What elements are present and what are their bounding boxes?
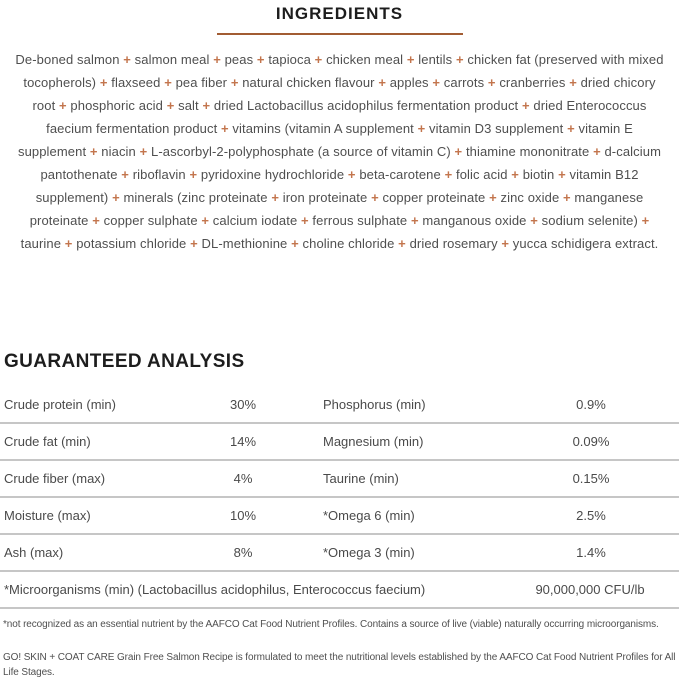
nutrient-label: Taurine (min) [323, 471, 399, 486]
ingredients-text: De-boned salmon + salmon meal + peas + tapioca + chicken meal + lentils + chicken fat (preserved with mixed tocopherols) + flaxseed + pea fiber + natural chicken flavour + apples + carrots + cranberries + dried chicory root + phosphoric acid + salt + dried Lactobacillus acidophilus fermentation product + dried Enterococcus faecium fermentation product + vitamins (vitamin A supplement + vitamin D3 supplement + vitamin E supplement + niacin + L-ascorbyl-2-polyphosphate (a source of vitamin C) + thiamine mononitrate + d-calcium pantothenate + riboflavin + pyridoxine hydrochloride + beta-carotene + folic acid + biotin + vitamin B12 supplement) + minerals (zinc proteinate + iron proteinate + copper proteinate + zinc oxide + manganese proteinate + copper sulphate + calcium iodate + ferrous sulphate + manganous oxide + sodium selenite) + taurine + potassium chloride + DL-methionine + choline chloride + dried rosemary + yucca schidigera extract. [15, 52, 664, 251]
plus-separator: + [230, 75, 239, 90]
plus-separator: + [432, 75, 441, 90]
plus-separator: + [201, 213, 210, 228]
nutrient-value: 0.09% [572, 434, 610, 449]
plus-separator: + [271, 190, 280, 205]
plus-separator: + [64, 236, 73, 251]
plus-separator: + [398, 236, 406, 251]
guaranteed-analysis-title: GUARANTEED ANALYSIS [4, 351, 245, 372]
plus-separator: + [314, 52, 323, 67]
nutrient-value: 30% [229, 397, 257, 412]
plus-separator: + [291, 236, 299, 251]
table-row [0, 424, 679, 461]
plus-separator: + [123, 52, 131, 67]
nutrient-label: Crude fiber (max) [4, 471, 106, 486]
nutrient-value: 90,000,000 CFU/lb [535, 582, 645, 597]
plus-separator: + [164, 75, 172, 90]
plus-separator: + [371, 190, 379, 205]
nutrient-value: 8% [233, 545, 253, 560]
plus-separator: + [487, 75, 496, 90]
plus-separator: + [59, 98, 67, 113]
plus-separator: + [256, 52, 265, 67]
plus-separator: + [139, 144, 148, 159]
plus-separator: + [454, 144, 463, 159]
plus-separator: + [406, 52, 415, 67]
table-row [0, 461, 679, 498]
plus-separator: + [521, 98, 530, 113]
microorganisms-row [0, 572, 679, 609]
plus-separator: + [213, 52, 221, 67]
plus-separator: + [301, 213, 309, 228]
plus-separator: + [417, 121, 426, 136]
ingredients-section [0, 0, 679, 255]
aafco-footnote: *not recognized as an essential nutrient by the AAFCO Cat Food Nutrient Profiles. Contains a source of live (viable) naturally occurring microorganisms. [3, 619, 659, 630]
plus-separator: + [112, 190, 120, 205]
nutrient-label: *Omega 6 (min) [323, 508, 415, 523]
plus-separator: + [347, 167, 356, 182]
nutrient-value: 14% [229, 434, 257, 449]
table-row [0, 387, 679, 424]
analysis-table [0, 387, 679, 609]
table-row [0, 498, 679, 535]
ingredients-title: INGREDIENTS [275, 4, 404, 23]
plus-separator: + [455, 52, 464, 67]
plus-separator: + [410, 213, 419, 228]
nutrient-value: 1.4% [576, 545, 606, 560]
nutrient-label: Ash (max) [4, 545, 64, 560]
plus-separator: + [641, 213, 650, 228]
nutrient-label: Crude fat (min) [4, 434, 91, 449]
plus-separator: + [593, 144, 601, 159]
guaranteed-analysis-section [0, 351, 679, 680]
plus-separator: + [121, 167, 129, 182]
plus-separator: + [563, 190, 571, 205]
nutrient-value: 0.15% [572, 471, 610, 486]
nutrient-label: *Omega 3 (min) [323, 545, 415, 560]
table-row [0, 535, 679, 572]
nutrient-value: 2.5% [576, 508, 606, 523]
plus-separator: + [558, 167, 566, 182]
nutrient-label: Magnesium (min) [323, 434, 424, 449]
nutrient-value: 0.9% [576, 397, 606, 412]
plus-separator: + [190, 236, 198, 251]
plus-separator: + [89, 144, 98, 159]
plus-separator: + [489, 190, 497, 205]
plus-separator: + [444, 167, 453, 182]
plus-separator: + [530, 213, 538, 228]
plus-separator: + [99, 75, 108, 90]
plus-separator: + [567, 121, 575, 136]
plus-separator: + [221, 121, 229, 136]
plus-separator: + [511, 167, 519, 182]
nutrient-label: Moisture (max) [4, 508, 91, 523]
nutrient-value: 4% [233, 471, 253, 486]
aafco-statement: GO! SKIN + COAT CARE Grain Free Salmon Recipe is formulated to meet the nutritional levels established by the AAFCO Cat Food Nutrient Profiles for All Life Stages. [3, 652, 676, 678]
plus-separator: + [166, 98, 175, 113]
nutrient-label: Phosphorus (min) [323, 397, 426, 412]
nutrient-label: *Microorganisms (min) (Lactobacillus acidophilus, Enterococcus faecium) [4, 582, 426, 597]
title-underline-rule [217, 33, 463, 35]
plus-separator: + [569, 75, 577, 90]
plus-separator: + [189, 167, 198, 182]
plus-separator: + [501, 236, 510, 251]
plus-separator: + [92, 213, 100, 228]
nutrient-value: 10% [229, 508, 257, 523]
nutrient-label: Crude protein (min) [4, 397, 116, 412]
plus-separator: + [202, 98, 211, 113]
plus-separator: + [378, 75, 387, 90]
